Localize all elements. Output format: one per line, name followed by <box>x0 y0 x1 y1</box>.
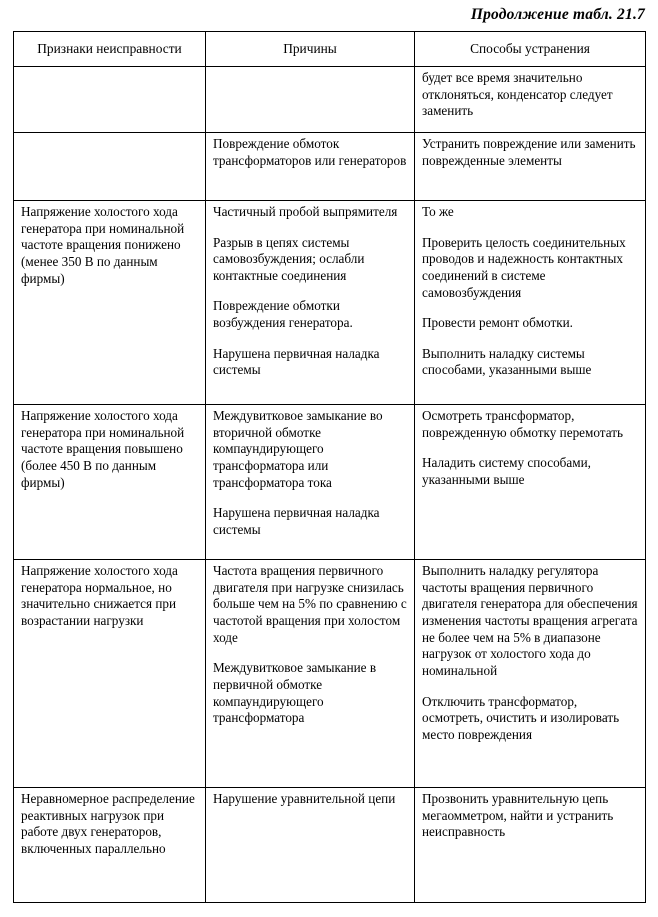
column-header-symptoms: Признаки неисправности <box>14 32 206 67</box>
cell-remedy <box>415 201 646 405</box>
symptom-text: Неравномерное распределение реактивных нагрузок при работе двух генераторов, включенных параллельно <box>21 791 195 857</box>
remedy-text: Выполнить наладку системы способами, указанными выше <box>422 345 592 378</box>
cause-text: Разрыв в цепях системы самовозбуждения; ослабли контактные соединения <box>213 234 365 283</box>
cell-cause <box>206 67 415 133</box>
column-header-causes: Причины <box>206 32 415 67</box>
table-header-row <box>14 32 646 67</box>
remedy-text: Наладить систему способами, указанными выше <box>422 455 591 487</box>
cell-remedy <box>415 133 646 201</box>
cause-text: Нарушена первичная наладка системы <box>213 345 380 378</box>
cause-text: Нарушена первичная наладка системы <box>213 505 380 537</box>
table-row <box>14 405 646 560</box>
cell-symptom <box>14 201 206 405</box>
cell-remedy <box>415 405 646 560</box>
table-header <box>14 32 646 67</box>
cause-text: Частота вращения первичного двигателя при нагрузке снизилась больше чем на 5% по сравнению с частотой вращения при холостом ходе <box>213 563 407 645</box>
symptom-text: Напряжение холостого хода генератора при номинальной частоте вращения повышено (более 450 В по данным фирмы) <box>21 408 185 490</box>
cell-cause <box>206 201 415 405</box>
cause-text: Повреждение обмоток трансформаторов или генераторов <box>213 136 407 168</box>
remedy-text: Осмотреть трансформатор, поврежденную обмотку перемотать <box>422 408 624 440</box>
cause-text: Частичный пробой выпрямителя <box>213 204 398 219</box>
cell-symptom <box>14 67 206 133</box>
cell-cause <box>206 405 415 560</box>
cell-remedy <box>415 67 646 133</box>
table-body <box>14 67 646 903</box>
remedy-text: Проверить целость соединительных проводов и надежность контактных соединений в системе самовозбуждения <box>422 234 626 300</box>
table-row <box>14 201 646 405</box>
cell-remedy <box>415 560 646 788</box>
remedy-text: Устранить повреждение или заменить поврежденные элементы <box>422 136 636 168</box>
cell-cause <box>206 788 415 903</box>
cell-symptom <box>14 133 206 201</box>
symptom-text: Напряжение холостого хода генератора нормальное, но значительно снижается при возрастании нагрузки <box>21 563 178 629</box>
cell-remedy <box>415 788 646 903</box>
remedy-text: То же <box>422 204 454 219</box>
cell-symptom <box>14 560 206 788</box>
remedy-text: Провести ремонт обмотки. <box>422 315 573 331</box>
symptom-text: Напряжение холостого хода генератора при номинальной частоте вращения понижено (менее 350 В по данным фирмы) <box>21 204 185 286</box>
cell-symptom <box>14 405 206 560</box>
remedy-text: Отключить трансформатор, осмотреть, очистить и изолировать место повреждения <box>422 693 620 743</box>
cell-cause <box>206 133 415 201</box>
table-continuation-caption: Продолжение табл. 21.7 <box>470 6 645 23</box>
table-row <box>14 67 646 133</box>
cell-symptom <box>14 788 206 903</box>
table-row <box>14 133 646 201</box>
remedy-text: будет все время значительно отклоняться, конденсатор следует заменить <box>422 70 613 119</box>
table-row <box>14 560 646 788</box>
cause-text: Повреждение обмотки возбуждения генератора. <box>213 298 353 331</box>
fault-diagnosis-table <box>13 31 646 903</box>
cell-cause <box>206 560 415 788</box>
cause-text: Междувитковое замыкание в первичной обмотке компаундирующего трансформатора <box>213 660 377 726</box>
remedy-text: Прозвонить уравнительную цепь мегаомметром, найти и устранить неисправность <box>422 791 614 840</box>
table-row <box>14 788 646 903</box>
column-header-remedies: Способы устранения <box>415 32 646 67</box>
cause-text: Нарушение уравнительной цепи <box>213 791 396 806</box>
cause-text: Междувитковое замыкание во вторичной обмотке компаундирующего трансформатора или трансформатора тока <box>213 408 383 490</box>
remedy-text: Выполнить наладку регулятора частоты вращения первичного двигателя генератора для обеспечения изменения частоты вращения агрегата не более чем на 5% в диапазоне нагрузок от холостого хода до номинальной <box>422 563 638 679</box>
